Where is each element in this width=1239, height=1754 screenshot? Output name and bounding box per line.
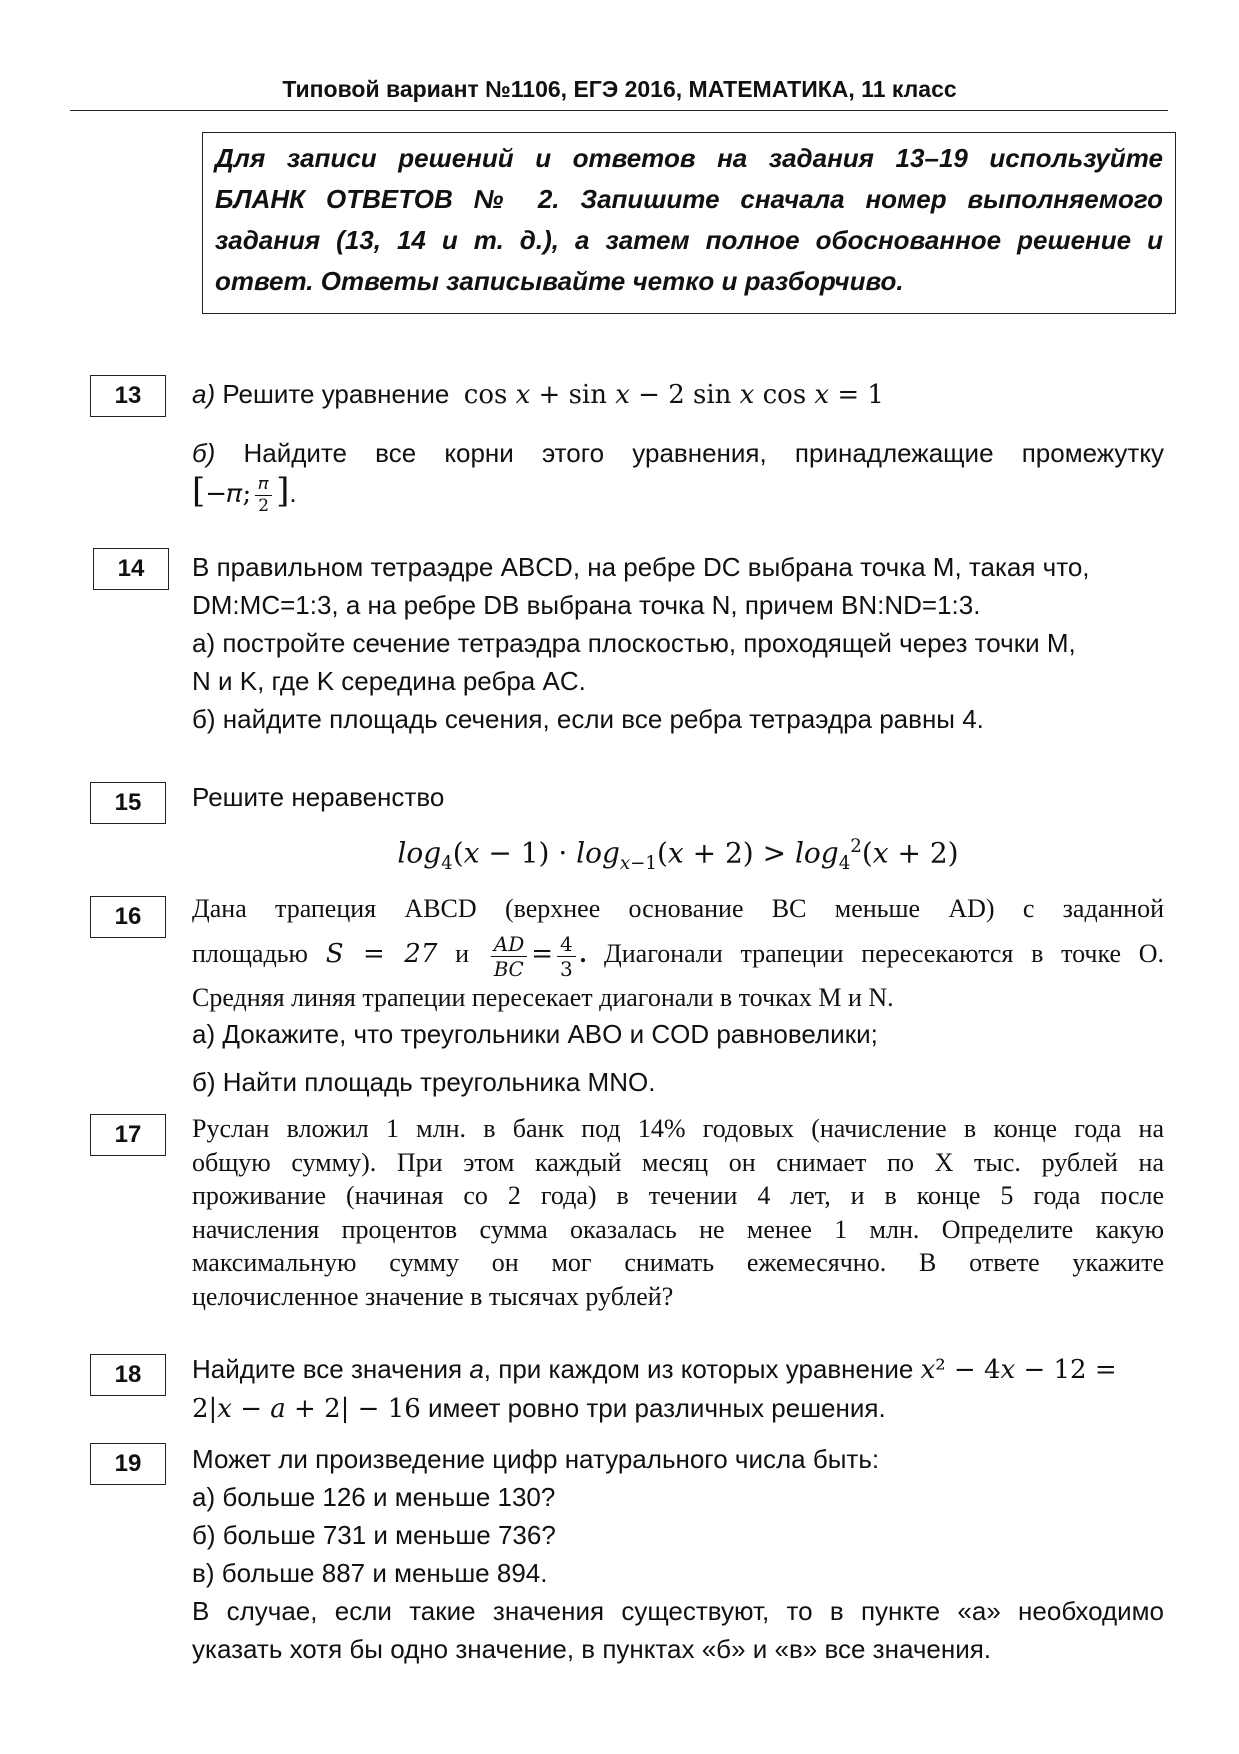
instructions-line: Для записи решений и ответов на задания 13–19 используйте [215,143,1163,173]
ratio-num: 𝐴𝐷 [491,934,527,957]
interval-den: 2 [258,495,270,516]
task-13-text [192,375,1164,515]
instructions-line: ответ. Ответы записывайте четко и разборчиво. [215,266,904,296]
text-line: б) найдите площадь сечения, если все ребра тетраэдра равны 4. [192,704,984,734]
formula-base: 4 [441,852,453,874]
page-header: Типовой вариант №1106, ЕГЭ 2016, МАТЕМАТИКА, 11 класс [282,76,957,102]
formula-part: 𝑙𝑜𝑔 [397,836,442,870]
text-line: в) больше 887 и меньше 894. [192,1558,548,1588]
part-label: б) [192,438,216,468]
formula-part: (𝑥 + 2) [861,836,959,870]
interval-left: −𝜋; [205,479,252,509]
ratio-den: 3 [560,956,573,981]
part-text: Решите уравнение [222,379,450,409]
task-number-15: 15 [90,782,166,824]
task-number-13: 13 [90,375,166,417]
formula-base: 4 [838,852,851,874]
text-line: б) больше 731 и меньше 736? [192,1520,556,1550]
task-17-text [192,1112,1164,1313]
task-16-text [192,890,1164,1100]
interval-num: 𝜋 [255,476,272,496]
text-line: а) Докажите, что треугольники ABO и COD равновелики; [192,1019,878,1049]
formula-base: 𝑥−1 [619,852,657,874]
part-label: а) [192,379,216,409]
task-18-text [192,1350,1164,1428]
task-number-14: 14 [93,548,169,590]
ratio-num: 4 [557,934,576,957]
task-15-text [192,778,1164,816]
text-line: Средняя линяя трапеции пересекает диагонали в точках M и N. [192,983,894,1012]
text-line: общую сумму). При этом каждый месяц он снимает по X тыс. рублей на [192,1147,1164,1177]
formula-part: (𝑥 − 1) · 𝑙𝑜𝑔 [452,836,620,870]
text-line: целочисленное значение в тысячах рублей? [192,1281,674,1311]
equation: 𝑥² − 4𝑥 − 12 = [920,1355,1117,1385]
text-line: начисления процентов сумма оказалась не менее 1 млн. Определите какую [192,1214,1164,1244]
text-part: площадью [192,939,308,968]
text-line: указать хотя бы одно значение, в пунктах «б» и «в» все значения. [192,1634,992,1664]
instructions-line: задания (13, 14 и т. д.), а затем полное обоснованное решение и [215,225,1163,255]
text-line: В правильном тетраэдре ABCD, на ребре DC выбрана точка M, такая что, [192,552,1090,582]
text-part: Диагонали трапеции пересекаются в точке O. [604,939,1165,968]
interval: [−𝜋; $\frac{\text{𝜋}}{2}$ ]. [192,471,297,516]
task-number-16: 16 [90,896,166,938]
task-15-formula [192,836,1164,874]
text-line: Решите неравенство [192,782,445,812]
text-line: проживание (начиная со 2 года) в течении 4 лет, и в конце 5 года после [192,1181,1164,1210]
text-line: б) Найти площадь треугольника MNO. [192,1067,656,1097]
instructions-line: БЛАНК ОТВЕТОВ № 2. Запишите сначала номер выполняемого [215,184,1163,214]
equation: cos 𝑥 + sin 𝑥 − 2 sin 𝑥 cos 𝑥 = 1 [463,380,884,410]
part-text: Найдите все корни этого уравнения, принадлежащие промежутку [243,438,1165,468]
formula-power: 2 [850,836,862,857]
ratio-den: 𝐵𝐶 [493,956,524,981]
equals: = [531,939,554,969]
task-number-18: 18 [90,1354,166,1396]
text-part: , при каждом из которых уравнение [483,1354,914,1384]
task-19-text [192,1440,1164,1668]
task-14-text [192,548,1164,738]
text-line: а) больше 126 и меньше 130? [192,1482,556,1512]
text-line: Дана трапеция ABCD (верхнее основание BC меньше AD) с заданной [192,894,1164,923]
equation: 2|𝑥 − 𝑎 + 2| − 16 [192,1394,421,1424]
text-part: Найдите все значения [192,1354,463,1384]
text-line: а) постройте сечение тетраэдра плоскостью, проходящей через точки M, [192,628,1076,658]
area-value: 𝑆 = 27 [325,939,438,969]
task-number-17: 17 [90,1114,166,1156]
task-number-19: 19 [90,1443,166,1485]
formula-part: (𝑥 + 2) > 𝑙𝑜𝑔 [656,836,839,870]
task-13-part-a [192,375,1164,414]
text-line: N и K, где K середина ребра AC. [192,666,586,696]
variable: а [469,1354,484,1384]
task-18-line2 [192,1389,1164,1428]
text-part: имеет ровно три различных решения. [428,1393,886,1423]
instructions-box [202,132,1176,314]
task-18-line1 [192,1350,1164,1389]
task-13-part-b [192,434,1164,472]
task-16-line2: площадью 𝑆 = 27 и $\frac{\text{𝐴𝐷}}{\text{𝐵𝐶}}$ = $\frac{4}{3}$ . Диагонали трапеции пересекаются в точке O. [192,931,1165,981]
text-line: DM:MC=1:3, а на ребре DB выбрана точка N, причем BN:ND=1:3. [192,590,981,620]
text-line: Может ли произведение цифр натурального числа быть: [192,1444,880,1474]
text-part: и [455,939,470,968]
text-line: максимальную сумму он мог снимать ежемесячно. В ответе укажите [192,1248,1164,1277]
text-line: Руслан вложил 1 млн. в банк под 14% годовых (начисление в конце года на [192,1114,1164,1143]
text-line: В случае, если такие значения существуют, то в пункте «а» необходимо [192,1596,1164,1626]
header-divider [70,110,1168,111]
